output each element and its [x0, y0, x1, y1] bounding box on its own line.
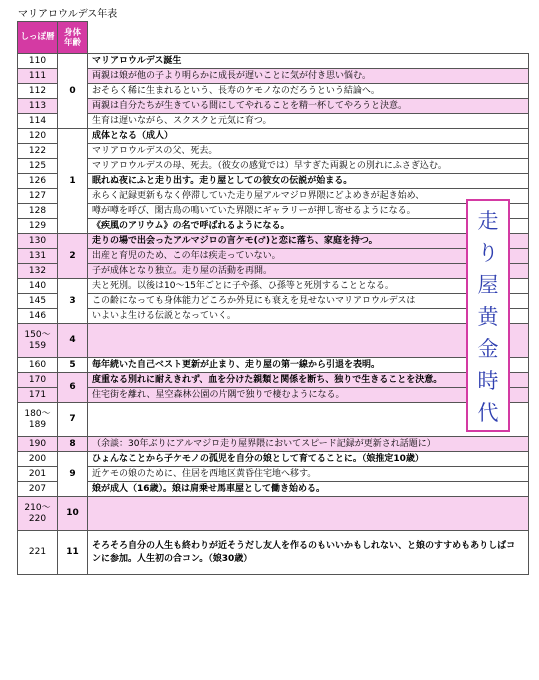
year-cell — [18, 159, 58, 174]
event-cell: 近ケモの娘のために、住居を西地区黄昏住宅地へ移す。 — [88, 467, 529, 482]
table-row — [18, 219, 529, 234]
table-row — [18, 531, 529, 575]
year-text: 132 — [28, 265, 47, 276]
event-cell: いよいよ生ける伝説となっていく。 — [88, 309, 529, 324]
event-cell: （余談：30年ぶりにアルマジロ走り屋界隈においてスピード記録が更新され話題に） — [88, 437, 529, 452]
table-row — [18, 294, 529, 309]
year-cell — [18, 84, 58, 99]
year-text: 128 — [28, 205, 47, 216]
table-row — [18, 467, 529, 482]
header-age-line: 身体 — [63, 27, 81, 38]
year-text: 125 — [28, 160, 47, 171]
year-text: 127 — [28, 190, 47, 201]
year-text: 150〜 — [24, 329, 51, 340]
year-cell — [18, 114, 58, 129]
header-age-label — [64, 28, 81, 48]
year-cell — [18, 452, 58, 467]
table-row — [18, 482, 529, 497]
year-text: 210〜 — [24, 502, 51, 513]
table-row — [18, 309, 529, 324]
year-text: 207 — [28, 483, 47, 494]
year-text: 114 — [28, 115, 47, 126]
event-cell: 《疾風のアリウム》の名で呼ばれるようになる。 — [88, 219, 529, 234]
event-cell — [88, 324, 529, 358]
event-cell: 両親は娘が他の子より明らかに成長が遅いことに気が付き思い悩む。 — [88, 69, 529, 84]
year-text: 171 — [28, 389, 47, 400]
table-row — [18, 358, 529, 373]
year-cell — [18, 373, 58, 388]
age-cell: 3 — [58, 279, 88, 324]
year-text: 221 — [28, 547, 47, 557]
year-text: 130 — [28, 235, 47, 246]
table-row — [18, 189, 529, 204]
year-cell — [18, 309, 58, 324]
event-cell: 夫と死別。以後は10〜15年ごとに子や孫、ひ孫等と死別することとなる。 — [88, 279, 529, 294]
golden-age-char: 時 — [477, 369, 499, 393]
golden-age-char: 黄 — [477, 305, 499, 329]
year-text: 126 — [28, 175, 47, 186]
header-year-label: しっぽ暦 — [20, 31, 55, 42]
event-cell: 成体となる（成人） — [88, 129, 529, 144]
year-cell — [18, 437, 58, 452]
event-cell: 毎年続いた自己ベスト更新が止まり、走り屋の第一線から引退を表明。 — [88, 358, 529, 373]
header-age-line: 年齢 — [63, 37, 81, 48]
age-cell: 9 — [58, 452, 88, 497]
event-cell: 娘が成人（16歳）。娘は肩乗せ馬車屋として働き始める。 — [88, 482, 529, 497]
year-cell — [18, 174, 58, 189]
event-cell — [88, 403, 529, 437]
header-year — [18, 22, 58, 54]
year-text: 120 — [28, 130, 47, 141]
year-text: 140 — [28, 280, 47, 291]
event-cell: そろそろ自分の人生も終わりが近そうだし友人を作るのもいいかもしれない、と娘のすすめもありしばコンに参加。人生初の合コン。（娘30歳） — [88, 531, 529, 575]
table-row — [18, 144, 529, 159]
age-cell: 4 — [58, 324, 88, 358]
table-row — [18, 174, 529, 189]
event-cell: 噂が噂を呼び、閑古鳥の鳴いていた界隈にギャラリーが押し寄せるようになる。 — [88, 204, 529, 219]
year-cell — [18, 234, 58, 249]
event-cell: マリアロウルデスの父、死去。 — [88, 144, 529, 159]
year-text: 145 — [28, 295, 47, 306]
event-cell — [88, 497, 529, 531]
table-row — [18, 129, 529, 144]
page-title: マリアロウルデス年表 — [18, 9, 118, 20]
year-cell — [18, 189, 58, 204]
header-row — [18, 22, 529, 54]
year-text: 131 — [28, 250, 47, 261]
table-row — [18, 249, 529, 264]
year-text: 111 — [28, 70, 47, 81]
age-cell: 8 — [58, 437, 88, 452]
age-cell: 5 — [58, 358, 88, 373]
table-row — [18, 279, 529, 294]
age-cell: 6 — [58, 373, 88, 403]
year-text: 180〜 — [24, 408, 51, 419]
table-row — [18, 84, 529, 99]
year-cell — [18, 129, 58, 144]
year-cell — [18, 467, 58, 482]
event-cell: この齢になっても身体能力どころか外見にも衰えを見せないマリアロウルデスは — [88, 294, 529, 309]
year-text: 190 — [28, 438, 47, 449]
event-cell: マリアロウルデス誕生 — [88, 54, 529, 69]
year-cell — [18, 99, 58, 114]
age-cell: 10 — [58, 497, 88, 531]
year-cell — [18, 403, 58, 437]
event-cell: 子が成体となり独立。走り屋の活動を再開。 — [88, 264, 529, 279]
year-text: 201 — [28, 468, 47, 479]
year-cell — [18, 497, 58, 531]
table-row — [18, 403, 529, 437]
header-age — [58, 22, 88, 54]
event-cell: ひょんなことから子ケモノの孤児を自分の娘として育てることに。（娘推定10歳） — [88, 452, 529, 467]
year-cell — [18, 144, 58, 159]
year-cell — [18, 531, 58, 575]
golden-age-char: 走 — [477, 209, 499, 233]
year-text: 220 — [28, 513, 47, 524]
year-text: 160 — [28, 359, 47, 370]
event-cell: 永らく記録更新もなく停滞していた走り屋アルマジロ界隈にどよめきが起き始め、 — [88, 189, 529, 204]
year-cell — [18, 294, 58, 309]
year-cell — [18, 388, 58, 403]
golden-age-char: 屋 — [477, 273, 499, 297]
event-cell: マリアロウルデスの母、死去。（彼女の感覚では）早すぎた両親との別れにふさぎ込む。 — [88, 159, 529, 174]
year-cell — [18, 54, 58, 69]
table-row — [18, 54, 529, 69]
table-row — [18, 497, 529, 531]
table-row — [18, 452, 529, 467]
table-row — [18, 437, 529, 452]
golden-age-char: 代 — [477, 401, 499, 425]
table-row — [18, 324, 529, 358]
event-cell: 度重なる別れに耐えきれず、血を分けた親類と関係を断ち、独りで生きることを決意。 — [88, 373, 529, 388]
event-cell: 住宅街を離れ、星空森林公園の片隅で独りで棲むようになる。 — [88, 388, 529, 403]
table-row — [18, 388, 529, 403]
age-cell: 1 — [58, 129, 88, 234]
event-cell: 走りの場で出会ったアルマジロの言ケモ(♂)と恋に落ち、家庭を持つ。 — [88, 234, 529, 249]
year-cell — [18, 482, 58, 497]
timeline-table — [17, 21, 529, 575]
table-row — [18, 264, 529, 279]
year-cell — [18, 69, 58, 84]
event-cell: 生育は遅いながら、スクスクと元気に育つ。 — [88, 114, 529, 129]
year-text: 159 — [28, 340, 47, 351]
year-cell — [18, 324, 58, 358]
table-row — [18, 204, 529, 219]
timeline-body — [18, 54, 529, 575]
year-cell — [18, 279, 58, 294]
event-cell: 眠れぬ夜にふと走り出す。走り屋としての彼女の伝説が始まる。 — [88, 174, 529, 189]
year-cell — [18, 249, 58, 264]
year-cell — [18, 264, 58, 279]
golden-age-label-box — [466, 199, 510, 432]
header-event — [88, 22, 529, 54]
table-row — [18, 114, 529, 129]
year-text: 122 — [28, 145, 47, 156]
year-text: 112 — [28, 85, 47, 96]
age-cell: 2 — [58, 234, 88, 279]
table-row — [18, 373, 529, 388]
event-cell: 出産と育児のため、この年は疾走っていない。 — [88, 249, 529, 264]
golden-age-char: り — [477, 241, 499, 265]
table-row — [18, 234, 529, 249]
year-cell — [18, 204, 58, 219]
year-text: 129 — [28, 220, 47, 231]
year-text: 146 — [28, 310, 47, 321]
table-row — [18, 99, 529, 114]
golden-age-char: 金 — [477, 337, 499, 361]
year-text: 200 — [28, 453, 47, 464]
event-cell: おそらく稀に生まれるという、長寿のケモノなのだろうという結論へ。 — [88, 84, 529, 99]
event-cell: 両親は自分たちが生きている間にしてやれることを精一杯してやろうと決意。 — [88, 99, 529, 114]
year-text: 170 — [28, 374, 47, 385]
year-cell — [18, 219, 58, 234]
table-row — [18, 159, 529, 174]
age-cell: 0 — [58, 54, 88, 129]
age-cell: 7 — [58, 403, 88, 437]
table-row — [18, 69, 529, 84]
year-cell — [18, 358, 58, 373]
age-cell: 11 — [58, 531, 88, 575]
year-text: 110 — [28, 55, 47, 66]
year-text: 113 — [28, 100, 47, 111]
year-text: 189 — [28, 419, 47, 430]
